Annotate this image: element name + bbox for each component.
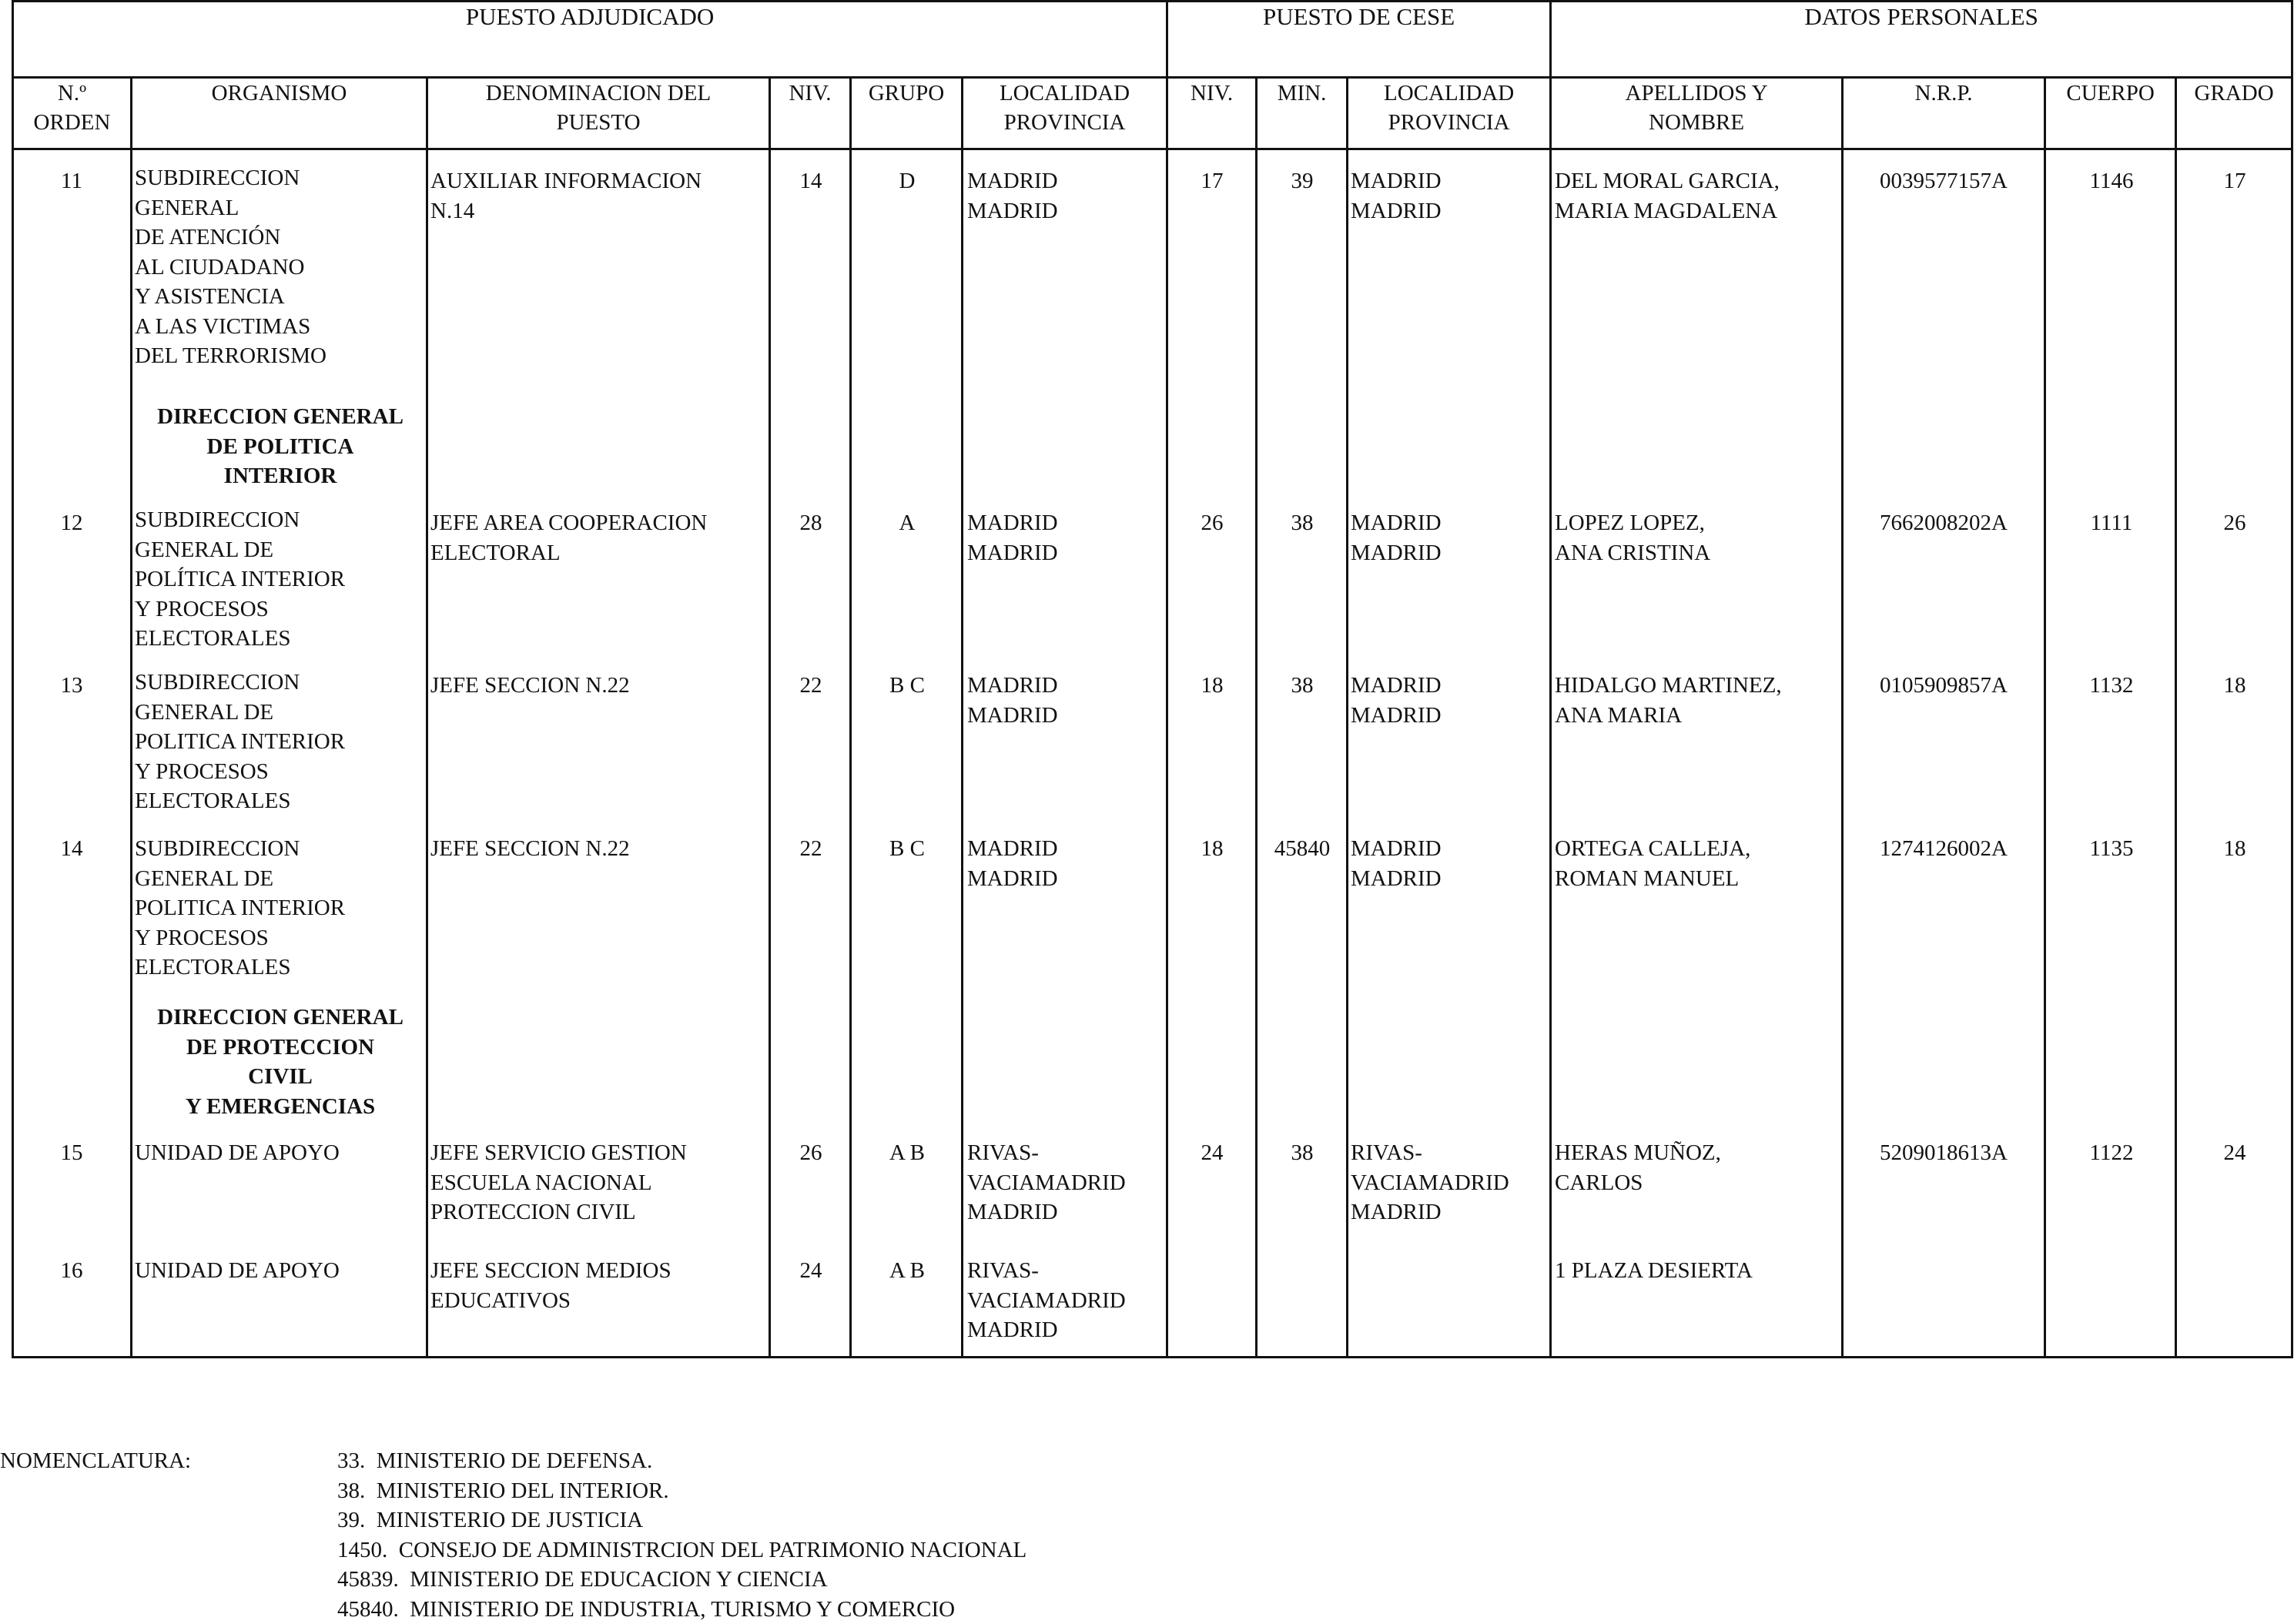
row-11-nombre: DEL MORAL GARCIA, MARIA MAGDALENA	[1555, 169, 1780, 223]
row-14-nivel: 22	[799, 836, 822, 861]
row-12-nivel: 28	[799, 511, 822, 535]
nomenclatura-label: NOMENCLATURA:	[0, 1448, 192, 1473]
row-15-puesto: JEFE SERVICIO GESTION ESCUELA NACIONAL PROTECCION CIVIL	[430, 1140, 687, 1224]
col-header-cese-localidad: LOCALIDAD PROVINCIA	[1348, 78, 1551, 149]
col-cese-nivel	[1167, 149, 1257, 1358]
row-12-nrp: 7662008202A	[1880, 511, 2008, 535]
row-14-cese-localidad: MADRID MADRID	[1351, 836, 1442, 891]
row-16-organismo: UNIDAD DE APOYO	[135, 1258, 340, 1283]
nomenclatura-item: 45839. MINISTERIO DE EDUCACION Y CIENCIA	[337, 1567, 828, 1592]
row-15-nivel: 26	[799, 1140, 822, 1165]
row-14-localidad: MADRID MADRID	[967, 836, 1058, 891]
col-header-orden: N.º ORDEN	[13, 78, 132, 149]
row-11-grupo: D	[899, 169, 916, 193]
row-13-cese-localidad: MADRID MADRID	[1351, 673, 1442, 728]
col-header-localidad: LOCALIDAD PROVINCIA	[963, 78, 1167, 149]
row-11-puesto: AUXILIAR INFORMACION N.14	[430, 169, 702, 223]
row-12-cese-localidad: MADRID MADRID	[1351, 511, 1442, 565]
col-header-grado: GRADO	[2176, 78, 2292, 149]
nomenclatura-item: 39. MINISTERIO DE JUSTICIA	[337, 1508, 644, 1532]
row-14-organismo: SUBDIRECCION GENERAL DE POLITICA INTERIOR Y PROCESOS ELECTORALES	[135, 836, 346, 979]
col-header-cese-nivel: NIV.	[1167, 78, 1257, 149]
row-11-cese-localidad: MADRID MADRID	[1351, 169, 1442, 223]
nomenclatura-item: 38. MINISTERIO DEL INTERIOR.	[337, 1478, 669, 1503]
row-13-orden: 13	[60, 673, 83, 698]
row-15-cuerpo: 1122	[2089, 1140, 2134, 1165]
row-16-localidad: RIVAS- VACIAMADRID MADRID	[967, 1258, 1126, 1342]
nomenclatura-list	[337, 1446, 1026, 1624]
group-header-puesto-adjudicado: PUESTO ADJUDICADO	[13, 2, 1167, 78]
col-nivel	[770, 149, 851, 1358]
row-14-orden: 14	[60, 836, 83, 861]
row-15-orden: 15	[60, 1140, 83, 1165]
row-14-nombre: ORTEGA CALLEJA, ROMAN MANUEL	[1555, 836, 1751, 891]
row-11-grado: 17	[2223, 169, 2246, 193]
row-13-localidad: MADRID MADRID	[967, 673, 1058, 728]
col-header-grupo: GRUPO	[851, 78, 963, 149]
row-14-puesto: JEFE SECCION N.22	[430, 836, 630, 861]
row-13-nombre: HIDALGO MARTINEZ, ANA MARIA	[1555, 673, 1782, 728]
row-12-puesto: JEFE AREA COOPERACION ELECTORAL	[430, 511, 708, 565]
row-14-nrp: 1274126002A	[1880, 836, 2008, 861]
row-13-cuerpo: 1132	[2089, 673, 2134, 698]
col-orden	[13, 149, 132, 1358]
row-13-nrp: 0105909857A	[1880, 673, 2008, 698]
row-15-nombre: HERAS MUÑOZ, CARLOS	[1555, 1140, 1721, 1195]
row-15-organismo: UNIDAD DE APOYO	[135, 1140, 340, 1165]
row-13-cese-min: 38	[1291, 673, 1314, 698]
row-12-nombre: LOPEZ LOPEZ, ANA CRISTINA	[1555, 511, 1711, 565]
row-12-orden: 12	[60, 511, 83, 535]
row-14-cuerpo: 1135	[2089, 836, 2134, 861]
col-header-cese-min: MIN.	[1257, 78, 1348, 149]
col-header-denominacion: DENOMINACION DEL PUESTO	[427, 78, 770, 149]
row-12-localidad: MADRID MADRID	[967, 511, 1058, 565]
row-15-grupo: A B	[889, 1140, 925, 1165]
row-16-grupo: A B	[889, 1258, 925, 1283]
row-13-organismo: SUBDIRECCION GENERAL DE POLITICA INTERIOR Y PROCESOS ELECTORALES	[135, 670, 346, 813]
col-header-nivel: NIV.	[770, 78, 851, 149]
row-13-cese-nivel: 18	[1201, 673, 1224, 698]
row-12-cese-nivel: 26	[1201, 511, 1224, 535]
nomenclatura-item: 33. MINISTERIO DE DEFENSA.	[337, 1448, 653, 1473]
nomenclatura-item: 1450. CONSEJO DE ADMINISTRCION DEL PATRIMONIO NACIONAL	[337, 1537, 1027, 1562]
row-11-orden: 11	[61, 169, 82, 193]
row-11-cese-nivel: 17	[1201, 169, 1224, 193]
row-16-puesto: JEFE SECCION MEDIOS EDUCATIVOS	[430, 1258, 671, 1313]
row-14-cese-nivel: 18	[1201, 836, 1224, 861]
row-15-grado: 24	[2223, 1140, 2246, 1165]
col-cese-min	[1257, 149, 1348, 1358]
row-14-grado: 18	[2223, 836, 2246, 861]
row-12-cese-min: 38	[1291, 511, 1314, 535]
row-11-nivel: 14	[799, 169, 822, 193]
group-header-puesto-cese: PUESTO DE CESE	[1167, 2, 1551, 78]
row-12-cuerpo: 1111	[2090, 511, 2133, 535]
row-16-nombre: 1 PLAZA DESIERTA	[1555, 1258, 1753, 1283]
row-15-cese-nivel: 24	[1201, 1140, 1224, 1165]
section-dg-politica-interior: DIRECCION GENERAL DE POLITICA INTERIOR	[157, 404, 404, 488]
row-12-grupo: A	[899, 511, 916, 535]
row-15-cese-localidad: RIVAS- VACIAMADRID MADRID	[1351, 1140, 1509, 1224]
col-cuerpo	[2045, 149, 2176, 1358]
section-dg-proteccion-civil: DIRECCION GENERAL DE PROTECCION CIVIL Y EMERGENCIAS	[157, 1005, 404, 1119]
row-13-grado: 18	[2223, 673, 2246, 698]
group-header-datos-personales: DATOS PERSONALES	[1551, 2, 2292, 78]
row-16-nivel: 24	[799, 1258, 822, 1283]
row-13-grupo: B C	[889, 673, 925, 698]
row-11-cese-min: 39	[1291, 169, 1314, 193]
row-12-organismo: SUBDIRECCION GENERAL DE POLÍTICA INTERIOR Y PROCESOS ELECTORALES	[135, 507, 346, 651]
row-12-grado: 26	[2223, 511, 2246, 535]
col-header-nombre: APELLIDOS Y NOMBRE	[1551, 78, 1843, 149]
row-15-localidad: RIVAS- VACIAMADRID MADRID	[967, 1140, 1126, 1224]
row-11-localidad: MADRID MADRID	[967, 169, 1058, 223]
col-grupo	[851, 149, 963, 1358]
col-header-cuerpo: CUERPO	[2045, 78, 2176, 149]
row-15-cese-min: 38	[1291, 1140, 1314, 1165]
row-16-orden: 16	[60, 1258, 83, 1283]
col-grado	[2176, 149, 2292, 1358]
col-nrp	[1843, 149, 2045, 1358]
col-header-organismo: ORGANISMO	[132, 78, 427, 149]
row-11-cuerpo: 1146	[2089, 169, 2134, 193]
row-15-nrp: 5209018613A	[1880, 1140, 2008, 1165]
col-header-nrp: N.R.P.	[1843, 78, 2045, 149]
row-11-organismo: SUBDIRECCION GENERAL DE ATENCIÓN AL CIUDADANO Y ASISTENCIA A LAS VICTIMAS DEL TERRORISMO	[135, 166, 327, 368]
row-11-nrp: 0039577157A	[1880, 169, 2008, 193]
row-14-cese-min: 45840	[1274, 836, 1331, 861]
nomenclatura-item: 45840. MINISTERIO DE INDUSTRIA, TURISMO Y COMERCIO	[337, 1596, 956, 1622]
row-13-nivel: 22	[799, 673, 822, 698]
row-14-grupo: B C	[889, 836, 925, 861]
row-13-puesto: JEFE SECCION N.22	[430, 673, 630, 698]
